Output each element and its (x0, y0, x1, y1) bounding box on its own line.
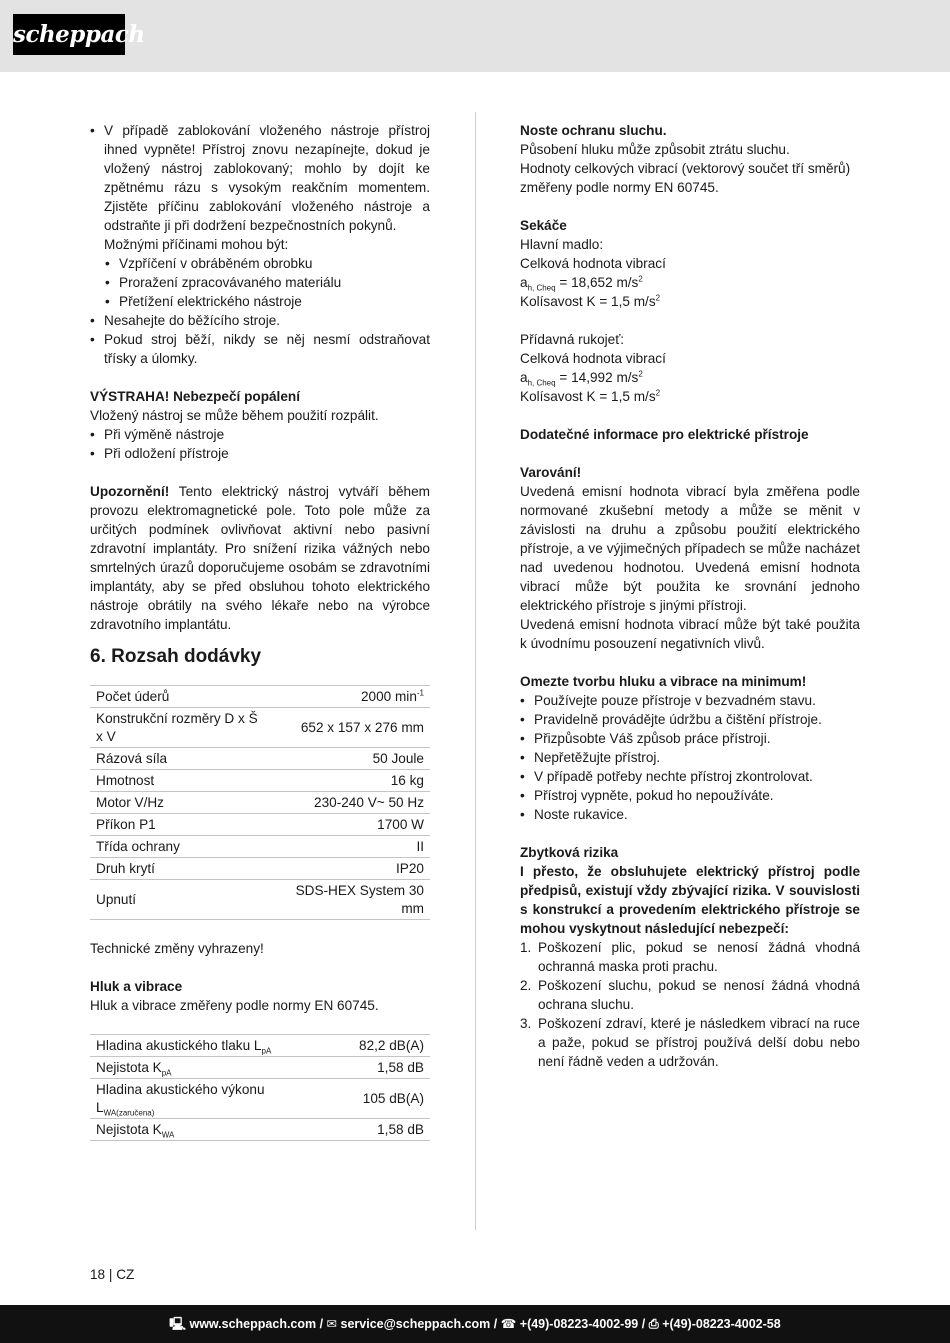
risk-item: 2. Poškození sluchu, pokud se nenosí žádná vhodná ochrana sluchu. (520, 978, 860, 1012)
vibration-value-main: $a_{h, Cheq} = 18,652$ $m/s^2$ (520, 274, 643, 293)
spec-label: Příkon P1 (90, 814, 268, 836)
table-row (90, 880, 430, 920)
spec-value: IP20 (268, 858, 430, 880)
table-row (90, 814, 430, 836)
cause-item: • Vzpříčení v obráběném obrobku (90, 254, 430, 273)
spec-label: Třída ochrany (90, 836, 268, 858)
residual-title: Zbytková rizika (520, 845, 619, 860)
table-row (90, 1079, 430, 1119)
noise-value: 1,58 dB (310, 1119, 430, 1141)
right-column (520, 121, 860, 1071)
spec-value: SDS-HEX System 30 mm (268, 880, 430, 920)
emf-notice-text: Tento elektrický nástroj vytváří během provozu elektromagnetické pole. Toto pole může za určitých podmínek ovlivňovat aktivní nebo pasivní zdravotní implantáty. Pro snížení rizika vážných nebo smrtelných úrazů doporučujeme osobám se zdravotními implantáty, aby se před obsluhou tohoto elektrického nástroje obrátily na svého lékaře nebo na výrobce zdravotního implantátu. (90, 484, 430, 632)
aux-handle-label: Přídavná rukojeť: (520, 332, 625, 347)
table-row (90, 748, 430, 770)
spec-value: 1700 W (268, 814, 430, 836)
minimize-bullet: • V případě potřeby nechte přístroj zkontrolovat. (520, 767, 860, 786)
burn-warning-bullet: • Při výměně nástroje (90, 425, 430, 444)
phone-icon: ☎ (500, 1317, 517, 1331)
causes-intro: Možnými příčinami mohou být: (104, 237, 289, 252)
spec-label: Druh krytí (90, 858, 268, 880)
email-icon: ✉ (326, 1317, 338, 1331)
residual-intro: I přesto, že obsluhujete elektrický přístroj podle předpisů, existují vždy zbývající rizika. V souvislosti s konstrukcí a provedením elektrického přístroje se mohou vyskytnout následující nebezpečí: (520, 864, 860, 936)
cause-item: • Proražení zpracovávaného materiálu (90, 273, 430, 292)
table-row (90, 770, 430, 792)
uncertainty-main: Kolísavost K = 1,5 $m/s^2$ (520, 293, 661, 309)
noise-text: Hluk a vibrace změřeny podle normy EN 60745. (90, 998, 379, 1013)
table-row (90, 1035, 430, 1057)
spec-value: II (268, 836, 430, 858)
table-row (90, 1057, 430, 1079)
spec-table (90, 685, 430, 920)
noise-value: 1,58 dB (310, 1057, 430, 1079)
emf-notice (90, 482, 430, 634)
table-row (90, 792, 430, 814)
burn-warning-bullet: • Při odložení přístroje (90, 444, 430, 463)
noise-table (90, 1034, 430, 1141)
safety-bullet: • Nesahejte do běžícího stroje. (90, 311, 430, 330)
spec-label: Motor V/Hz (90, 792, 268, 814)
risk-item: 3. Poškození zdraví, které je následkem vibrací na ruce a paže, pokud se přístroj používá delší dobu nebo není řádně veden a udržován. (520, 1016, 860, 1069)
website-link[interactable]: www.scheppach.com (189, 1317, 317, 1331)
spec-label: Upnutí (90, 880, 268, 920)
caution-text: Uvedená emisní hodnota vibrací byla změřena podle normované zkušební metody a může se měnit v závislosti na druhu a způsobu použití elektrického přístroje, a ve výjimečných případech se může nacházet nad uvedenou hodnotou. Uvedená emisní hodnota vibrací může být použita ke srovnání jednoho elektrického přístroje s jinými přístroji. (520, 484, 860, 613)
table-row (90, 858, 430, 880)
minimize-bullet: • Pravidelně provádějte údržbu a čištění přístroje. (520, 710, 860, 729)
page-footer: 🖳 www.scheppach.com / ✉ service@scheppach.com / ☎ +(49)-08223-4002-99 / ⎙ +(49)-08223-4002-58 (0, 1305, 950, 1343)
left-column (90, 121, 430, 1141)
total-vibration-label: Celková hodnota vibrací (520, 256, 666, 271)
minimize-bullet: • Přizpůsobte Váš způsob práce přístroji. (520, 729, 860, 748)
spec-label: Počet úderů (90, 686, 268, 708)
caution-text: Uvedená emisní hodnota vibrací může být také použita k úvodnímu posouzení negativních vlivů. (520, 617, 860, 651)
hearing-text: Působení hluku může způsobit ztrátu sluchu. (520, 142, 790, 157)
safety-bullet: • Pokud stroj běží, nikdy se něj nesmí odstraňovat třísky a úlomky. (90, 330, 430, 368)
chisel-title: Sekáče (520, 218, 567, 233)
noise-value: 105 dB(A) (310, 1079, 430, 1119)
column-divider (475, 112, 476, 1230)
cause-item: • Přetížení elektrického nástroje (90, 292, 430, 311)
minimize-bullet: • Používejte pouze přístroje v bezvadném stavu. (520, 691, 860, 710)
spec-value: 2000 $\min^{-1}$ (268, 686, 430, 708)
noise-label: Nejistota $K_{WA}$ (90, 1119, 310, 1141)
table-row (90, 686, 430, 708)
noise-label: Hladina akustického výkonu $L_{WA(zaručena)}$ (90, 1079, 310, 1119)
burn-warning-text: Vložený nástroj se může během použití rozpálit. (90, 408, 379, 423)
minimize-bullet: • Přístroj vypněte, pokud ho nepoužíváte. (520, 786, 860, 805)
blocked-tool-bullet: • V případě zablokování vloženého nástroje přístroj ihned vypněte! Přístroj znovu nezapínejte, dokud je vložený nástroj zablokovaný; mohlo by dojít ke zpětnému rázu s vysokým reakčním momentem. Zjistěte příčinu zablokování vloženého nástroje a odstraňte ji při dodržení bezpečnostních pokynů. (90, 121, 430, 235)
noise-title: Hluk a vibrace (90, 979, 183, 994)
spec-label: Rázová síla (90, 748, 268, 770)
spec-value: 16 kg (268, 770, 430, 792)
fax-icon: ⎙ (648, 1317, 659, 1331)
tech-changes-note: Technické změny vyhrazeny! (90, 941, 264, 956)
main-handle-label: Hlavní madlo: (520, 237, 604, 252)
page-header (0, 0, 950, 72)
fax-number: +(49)-08223-4002-58 (662, 1317, 781, 1331)
section-heading-delivery: 6. Rozsah dodávky (90, 646, 262, 667)
noise-label: Hladina akustického tlaku $L_{pA}$ (90, 1035, 310, 1057)
spec-value: 50 Joule (268, 748, 430, 770)
noise-value: 82,2 dB(A) (310, 1035, 430, 1057)
hearing-title: Noste ochranu sluchu. (520, 123, 667, 138)
minimize-bullet: • Nepřetěžujte přístroj. (520, 748, 860, 767)
emf-notice-label: Upozornění! (90, 484, 170, 499)
risk-item: 1. Poškození plic, pokud se nenosí žádná vhodná ochranná maska proti prachu. (520, 940, 860, 974)
uncertainty-aux: Kolísavost K = 1,5 $m/s^2$ (520, 388, 661, 404)
spec-value: 230-240 V~ 50 Hz (268, 792, 430, 814)
minimize-bullet: • Noste rukavice. (520, 805, 860, 824)
burn-warning-title: VÝSTRAHA! Nebezpečí popálení (90, 389, 300, 404)
vibration-value-aux: $a_{h, Cheq} = 14,992$ $m/s^2$ (520, 369, 643, 388)
caution-title: Varování! (520, 465, 582, 480)
spec-label: Hmotnost (90, 770, 268, 792)
table-row (90, 708, 430, 748)
minimize-title: Omezte tvorbu hluku a vibrace na minimum! (520, 674, 807, 689)
table-row (90, 836, 430, 858)
spec-value: 652 x 157 x 276 mm (268, 708, 430, 748)
page-number: 18 | CZ (90, 1267, 135, 1282)
phone-number: +(49)-08223-4002-99 (519, 1317, 639, 1331)
computer-icon: 🖳 (169, 1317, 186, 1331)
spec-label: Konstrukční rozměry D x Š x V (90, 708, 268, 748)
noise-label: Nejistota $K_{pA}$ (90, 1057, 310, 1079)
extra-info-title: Dodatečné informace pro elektrické přístroje (520, 427, 809, 442)
vibration-text: Hodnoty celkových vibrací (vektorový součet tří směrů) změřeny podle normy EN 60745. (520, 161, 851, 195)
total-vibration-label: Celková hodnota vibrací (520, 351, 666, 366)
email-link[interactable]: service@scheppach.com (340, 1317, 491, 1331)
scheppach-logo: scheppach (13, 14, 125, 55)
table-row (90, 1119, 430, 1141)
